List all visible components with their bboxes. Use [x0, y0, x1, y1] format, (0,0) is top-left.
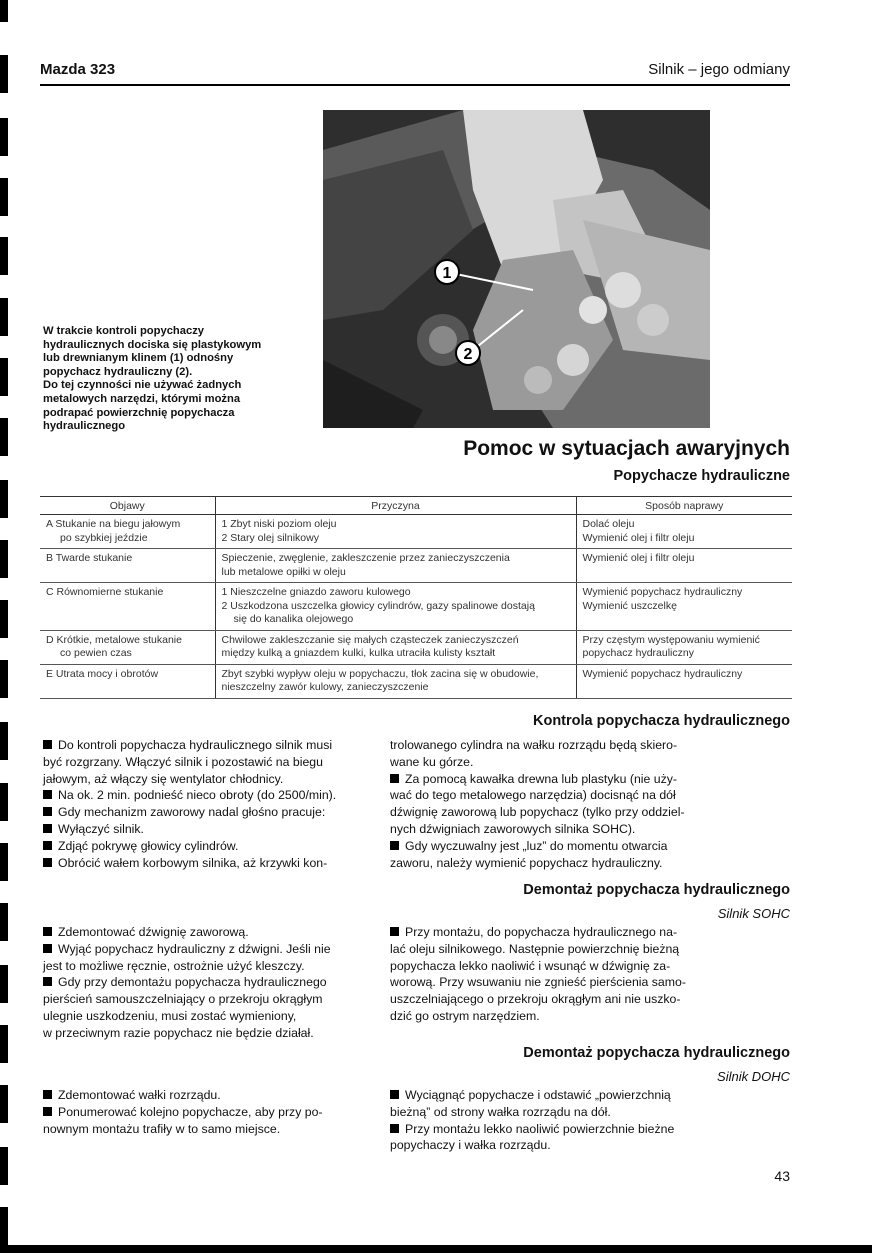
section-sub-sohc: Silnik SOHC	[717, 906, 790, 921]
binding-mark	[0, 480, 8, 518]
page-title: Pomoc w sytuacjach awaryjnych	[463, 437, 790, 460]
bullet-square-icon	[43, 807, 52, 816]
binding-mark	[0, 358, 8, 396]
cell-line: lub metalowe opiłki w oleju	[221, 565, 346, 578]
bullet-square-icon	[43, 977, 52, 986]
text-line: zaworu, należy wymienić popychacz hydrauliczny.	[390, 855, 663, 870]
cell-line: Wymienić olej i filtr oleju	[582, 531, 695, 544]
binding-mark	[0, 178, 8, 216]
paragraph	[390, 838, 720, 872]
text-line: Przy montażu, do popychacza hydraulicznego na-	[405, 925, 678, 939]
fix-cell	[576, 549, 792, 583]
text-line: Do kontroli popychacza hydraulicznego silnik musi	[58, 738, 333, 752]
binding-mark	[0, 118, 8, 156]
binding-mark	[0, 1085, 8, 1123]
paragraph	[43, 737, 365, 787]
cell-line: Chwilowe zakleszczanie się małych cząsteczek zanieczyszczeń	[221, 633, 519, 646]
callout-2: 2	[463, 346, 473, 363]
bullet-square-icon	[43, 1090, 52, 1099]
text-line: Gdy mechanizm zaworowy nadal głośno pracuje:	[58, 805, 326, 820]
cell-line: co pewien czas	[60, 647, 132, 659]
bullet-square-icon	[390, 927, 399, 936]
text-line: Ponumerować kolejno popychacze, aby przy po-	[58, 1104, 323, 1119]
cell-line: nieszczelny zawór kulowy, zanieczyszczenie	[221, 681, 429, 693]
bullet-square-icon	[390, 774, 399, 783]
text-line: uszczelniającego o przekroju okrągłym ani nie uszko-	[390, 992, 681, 1007]
bullet-square-icon	[43, 858, 52, 867]
bullet-square-icon	[43, 824, 52, 833]
cause-cell	[215, 583, 576, 631]
binding-mark	[0, 418, 8, 456]
bullet-square-icon	[43, 944, 52, 953]
paragraph	[43, 1087, 365, 1104]
paragraph	[390, 1121, 720, 1155]
text-line: worową. Przy wsuwaniu nie zgnieść pierścienia samo-	[390, 975, 686, 990]
text-line: jałowym, aż włączy się wentylator chłodnicy.	[43, 771, 284, 786]
symptom-table	[40, 496, 792, 699]
cause-cell	[215, 630, 576, 664]
table-row	[40, 664, 792, 698]
text-line: popychacza lekko naoliwić i wsunąć w dźwignię za-	[390, 958, 671, 973]
bullet-square-icon	[390, 1090, 399, 1099]
cell-line: po szybkiej jeździe	[60, 531, 148, 544]
paragraph	[390, 737, 720, 771]
text-line: Na ok. 2 min. podnieść nieco obroty (do 2500/min).	[58, 788, 337, 803]
photo-caption	[43, 325, 288, 434]
text-line: wać do tego metalowego narzędzia) docisnąć na dół	[390, 788, 676, 803]
text-line: nownym montażu trafiły w to samo miejsce.	[43, 1121, 281, 1136]
binding-mark	[0, 722, 8, 760]
engine-photo-drawing	[323, 110, 710, 428]
fix-cell	[576, 515, 792, 549]
cell-line: A Stukanie na biegu jałowym	[46, 518, 181, 530]
cell-line: D Krótkie, metalowe stukanie	[46, 633, 182, 646]
cell-line: Wymienić popychacz hydrauliczny	[582, 667, 743, 680]
binding-mark	[0, 843, 8, 881]
text-line: trolowanego cylindra na wałku rozrządu będą skiero-	[390, 738, 678, 752]
table-header-fix: Sposób naprawy	[576, 497, 792, 515]
binding-mark	[0, 1147, 8, 1185]
text-line: dzić go ostrym narzędziem.	[390, 1008, 540, 1023]
symptom-cell	[40, 630, 215, 664]
table-header-cause: Przyczyna	[215, 497, 576, 515]
binding-mark	[0, 600, 8, 638]
text-line: jest to możliwe ręcznie, ostrożnie użyć kleszczy.	[43, 958, 305, 973]
fix-cell	[576, 664, 792, 698]
paragraph	[43, 804, 365, 821]
table-row	[40, 515, 792, 549]
text-line: Zdjąć pokrywę głowicy cylindrów.	[58, 838, 239, 853]
page-number: 43	[774, 1168, 790, 1184]
cell-line: między kulką a gniazdem kulki, kulka utraciła kulisty kształt	[221, 647, 496, 659]
binding-mark	[0, 237, 8, 275]
text-line: Zdemontować wałki rozrządu.	[58, 1088, 221, 1102]
cell-line: 1 Zbyt niski poziom oleju	[221, 518, 337, 530]
symptom-cell	[40, 583, 215, 631]
text-line: Wyciągnąć popychacze i odstawić „powierzchnią	[405, 1088, 671, 1102]
cell-line: Wymienić popychacz hydrauliczny	[582, 586, 743, 598]
text-line: Za pomocą kawałka drewna lub plastyku (nie uży-	[405, 771, 678, 786]
cell-line: popychacz hydrauliczny	[582, 647, 694, 659]
cell-line: Wymienić olej i filtr oleju	[582, 552, 695, 564]
page-subtitle: Popychacze hydrauliczne	[613, 468, 790, 484]
bullet-square-icon	[390, 1124, 399, 1133]
section2-right-column	[390, 924, 720, 1025]
cell-line: Wymienić uszczelkę	[582, 599, 677, 612]
text-line: Gdy przy demontażu popychacza hydraulicznego	[58, 975, 327, 990]
section-heading-inspection: Kontrola popychacza hydraulicznego	[532, 713, 790, 729]
cause-cell	[215, 515, 576, 549]
paragraph	[390, 924, 720, 1025]
fix-cell	[576, 630, 792, 664]
symptom-cell	[40, 549, 215, 583]
paragraph	[43, 838, 365, 855]
cell-line: B Twarde stukanie	[46, 552, 133, 564]
table-header-row	[40, 497, 792, 515]
text-line: Gdy wyczuwalny jest „luz” do momentu otwarcia	[405, 838, 668, 853]
caption-line: Do tej czynności nie używać żadnych	[43, 379, 242, 392]
section3-right-column	[390, 1087, 720, 1154]
binding-mark	[0, 965, 8, 1003]
cell-line: 2 Stary olej silnikowy	[221, 531, 319, 544]
bullet-square-icon	[43, 841, 52, 850]
header-rule	[40, 84, 790, 86]
bullet-square-icon	[43, 927, 52, 936]
cell-line: 1 Nieszczelne gniazdo zaworu kulowego	[221, 586, 411, 598]
caption-line: hydraulicznego	[43, 420, 126, 433]
paragraph	[43, 821, 365, 838]
binding-mark	[0, 0, 8, 22]
cell-line: C Równomierne stukanie	[46, 586, 164, 598]
binding-mark	[0, 55, 8, 93]
callout-1: 1	[442, 265, 452, 282]
text-line: lać oleju silnikowego. Następnie powierzchnię bieżną	[390, 941, 680, 956]
engine-photo	[323, 110, 710, 428]
caption-line: lub drewnianym klinem (1) odnośny	[43, 352, 234, 365]
header-book-title: Mazda 323	[40, 61, 116, 78]
text-line: Obrócić wałem korbowym silnika, aż krzywki kon-	[58, 855, 328, 870]
cell-line: 2 Uszkodzona uszczelka głowicy cylindrów, gazy spalinowe dostają	[221, 599, 535, 612]
caption-line: W trakcie kontroli popychaczy	[43, 325, 205, 337]
binding-mark	[0, 1207, 8, 1245]
paragraph	[43, 855, 365, 872]
scan-edge	[0, 1245, 872, 1253]
binding-mark	[0, 903, 8, 941]
paragraph	[43, 924, 365, 941]
text-line: pierścień samouszczelniający o przekroju okrągłym	[43, 992, 323, 1007]
cause-cell	[215, 549, 576, 583]
cause-cell	[215, 664, 576, 698]
paragraph	[390, 771, 720, 838]
cell-line: się do kanalika olejowego	[233, 613, 354, 625]
text-line: nych dźwigniach zaworowych silnika SOHC).	[390, 821, 636, 836]
bullet-square-icon	[43, 790, 52, 799]
binding-mark	[0, 660, 8, 698]
text-line: popychaczy i wałka rozrządu.	[390, 1138, 551, 1153]
text-line: Przy montażu lekko naoliwić powierzchnie bieżne	[405, 1121, 675, 1136]
caption-line: popychacz hydrauliczny (2).	[43, 365, 193, 378]
fix-cell	[576, 583, 792, 631]
caption-line: podrapać powierzchnię popychacza	[43, 406, 235, 419]
bullet-square-icon	[43, 1107, 52, 1116]
paragraph	[43, 974, 365, 1041]
binding-mark	[0, 540, 8, 578]
caption-line: hydraulicznych dociska się plastykowym	[43, 338, 262, 351]
text-line: bieżną” od strony wałka rozrządu na dół.	[390, 1104, 611, 1119]
section-sub-dohc: Silnik DOHC	[717, 1069, 790, 1084]
table-header-symptoms: Objawy	[40, 497, 215, 515]
text-line: Zdemontować dźwignię zaworową.	[58, 925, 249, 939]
cell-line: Dolać oleju	[582, 518, 635, 530]
section3-left-column	[43, 1087, 365, 1137]
bullet-square-icon	[390, 841, 399, 850]
text-line: Wyłączyć silnik.	[58, 821, 144, 836]
section2-left-column	[43, 924, 365, 1042]
table-row	[40, 630, 792, 664]
paragraph	[43, 1104, 365, 1138]
paragraph	[390, 1087, 720, 1121]
binding-mark	[0, 298, 8, 336]
text-line: dźwignię zaworową lub popychacz (tylko przy oddziel-	[390, 805, 685, 820]
text-line: ulegnie uszkodzeniu, musi zostać wymieniony,	[43, 1008, 297, 1023]
text-line: wane ku górze.	[390, 754, 474, 769]
text-line: w przeciwnym razie popychacz nie będzie działał.	[43, 1025, 314, 1040]
text-line: Wyjąć popychacz hydrauliczny z dźwigni. Jeśli nie	[58, 941, 331, 956]
binding-mark	[0, 783, 8, 821]
symptom-cell	[40, 664, 215, 698]
caption-line: metalowych narzędzi, którymi można	[43, 392, 241, 405]
cell-line: E Utrata mocy i obrotów	[46, 667, 159, 680]
cell-line: Spieczenie, zwęglenie, zakleszczenie przez zanieczyszczenia	[221, 552, 510, 564]
text-line: być rozgrzany. Włączyć silnik i pozostawić na biegu	[43, 754, 323, 769]
cell-line: Przy częstym występowaniu wymienić	[582, 633, 760, 646]
section-heading-removal-dohc: Demontaż popychacza hydraulicznego	[523, 1045, 790, 1061]
table-row	[40, 549, 792, 583]
cell-line: Zbyt szybki wypływ oleju w popychaczu, tłok zacina się w obudowie,	[221, 667, 539, 680]
section-heading-removal-sohc: Demontaż popychacza hydraulicznego	[523, 882, 790, 898]
bullet-square-icon	[43, 740, 52, 749]
binding-mark	[0, 1025, 8, 1063]
symptom-cell	[40, 515, 215, 549]
header-chapter-title: Silnik – jego odmiany	[648, 61, 790, 78]
section1-right-column	[390, 737, 720, 871]
paragraph	[43, 941, 365, 975]
section1-left-column	[43, 737, 365, 871]
table-row	[40, 583, 792, 631]
paragraph	[43, 787, 365, 804]
